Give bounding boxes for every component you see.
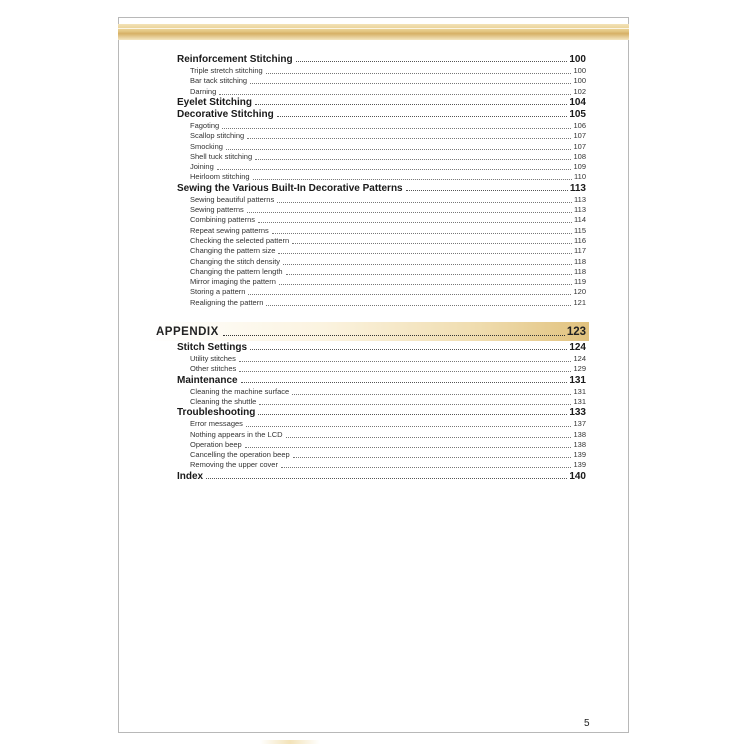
dot-leader — [247, 212, 572, 213]
toc-entry-page: 110 — [574, 172, 586, 182]
toc-section — [177, 342, 586, 353]
appendix-heading — [156, 326, 586, 339]
toc-section — [177, 183, 586, 194]
toc-entry-label: Repeat sewing patterns — [190, 225, 269, 235]
toc-entry-label: Triple stretch stitching — [190, 66, 263, 75]
dot-leader — [255, 159, 571, 160]
toc-entry-label: Scallop stitching — [190, 131, 245, 141]
toc-entry — [190, 257, 586, 267]
toc-entry-label: Sewing patterns — [190, 205, 244, 214]
dot-leader — [239, 371, 571, 372]
toc-entry — [190, 354, 586, 364]
header-gold-band — [118, 24, 629, 40]
toc-entry-label: Shell tuck stitching — [190, 151, 253, 161]
toc-entry — [190, 172, 586, 182]
toc-entry — [190, 162, 586, 172]
toc-entry-label: Joining — [190, 162, 214, 172]
toc-entry-page: 108 — [573, 151, 586, 161]
toc-entry-page: 107 — [573, 131, 586, 141]
dot-leader — [253, 179, 572, 180]
toc-section-page: 104 — [569, 96, 586, 108]
toc-entry-label: Darning — [190, 86, 217, 96]
toc-entry-page: 139 — [573, 460, 586, 470]
toc-entry-label: Bar tack stitching — [190, 76, 248, 86]
toc-section-page: 133 — [569, 407, 586, 419]
dot-leader — [250, 349, 567, 350]
toc-entry — [190, 152, 586, 162]
toc-entry — [190, 215, 586, 225]
dot-leader — [293, 457, 572, 458]
toc-entry-label: Heirloom stitching — [190, 172, 250, 182]
toc-entry — [190, 76, 586, 86]
toc-entry-label: Cleaning the shuttle — [190, 396, 257, 406]
toc-section-label: Maintenance — [177, 374, 238, 386]
toc-entry — [190, 397, 586, 407]
toc-entry — [190, 236, 586, 246]
toc-entry-page: 115 — [574, 225, 586, 235]
toc-entry-label: Changing the pattern size — [190, 246, 276, 256]
dot-leader — [239, 361, 572, 362]
toc-section-page: 140 — [569, 470, 586, 482]
toc-entry-page: 118 — [574, 256, 586, 266]
toc-entry — [190, 287, 586, 297]
toc-section — [177, 97, 586, 108]
toc-entry — [190, 364, 586, 374]
toc-entry-page: 106 — [573, 120, 586, 130]
toc-entry — [190, 277, 586, 287]
dot-leader — [283, 264, 572, 265]
toc-entry-page: 129 — [573, 364, 586, 374]
appendix-page: 123 — [566, 326, 586, 338]
toc-entry-label: Mirror imaging the pattern — [190, 277, 276, 287]
toc-section — [177, 54, 586, 65]
dot-leader — [246, 426, 572, 427]
toc-section — [177, 375, 586, 386]
toc-entry-page: 100 — [573, 76, 586, 86]
dot-leader — [259, 404, 571, 405]
dot-leader — [277, 116, 568, 117]
toc-section-label: Stitch Settings — [177, 342, 248, 353]
dot-leader — [250, 83, 571, 84]
dot-leader — [241, 382, 568, 383]
toc-section-page: 113 — [569, 182, 586, 194]
toc-entry-page: 113 — [574, 205, 586, 214]
toc-entry — [190, 66, 586, 76]
toc-entry — [190, 142, 586, 152]
toc-entry — [190, 387, 586, 397]
toc-entry — [190, 121, 586, 131]
dot-leader — [248, 294, 571, 295]
dot-leader — [286, 274, 572, 275]
toc-entry-label: Error messages — [190, 419, 243, 429]
toc-entry-page: 120 — [573, 287, 586, 297]
dot-leader — [247, 138, 571, 139]
toc-entry — [190, 298, 586, 308]
toc-entry-page: 137 — [573, 419, 586, 429]
dot-leader — [296, 61, 568, 62]
toc-section-label: Troubleshooting — [177, 407, 256, 419]
dot-leader — [217, 169, 572, 170]
dot-leader — [292, 394, 571, 395]
toc-section-label: Index — [177, 470, 204, 482]
toc-entry-label: Checking the selected pattern — [190, 235, 290, 245]
toc-entry-label: Other stitches — [190, 364, 237, 374]
toc-entry — [190, 246, 586, 256]
toc-entry-page: 124 — [573, 354, 586, 363]
toc-entry — [190, 430, 586, 440]
dot-leader — [223, 335, 565, 336]
toc-entry-label: Realigning the pattern — [190, 297, 264, 307]
footer-decoration — [260, 740, 320, 744]
dot-leader — [292, 243, 572, 244]
toc-section — [177, 109, 586, 120]
toc-section — [177, 407, 586, 418]
toc-entry-label: Removing the upper cover — [190, 460, 278, 470]
toc-entry — [190, 205, 586, 215]
dot-leader — [266, 305, 571, 306]
toc-entry-page: 116 — [574, 235, 586, 245]
toc-entry — [190, 131, 586, 141]
toc-section-label: Eyelet Stitching — [177, 96, 253, 108]
dot-leader — [286, 437, 572, 438]
dot-leader — [266, 73, 572, 74]
toc-entry-page: 113 — [574, 194, 586, 204]
toc-entry — [190, 267, 586, 277]
toc-section-page: 131 — [569, 374, 586, 386]
toc-entry-label: Cancelling the operation beep — [190, 450, 290, 460]
toc-section-page: 124 — [569, 342, 586, 353]
toc-entry-label: Cleaning the machine surface — [190, 386, 290, 396]
toc-entry-label: Storing a pattern — [190, 287, 246, 297]
toc-entry-page: 131 — [573, 396, 586, 406]
toc-entry-page: 102 — [573, 86, 586, 96]
toc-entry-label: Combining patterns — [190, 215, 256, 225]
toc-entry-page: 118 — [574, 266, 586, 276]
toc-entry-label: Operation beep — [190, 439, 242, 449]
toc-entry — [190, 450, 586, 460]
dot-leader — [277, 202, 572, 203]
dot-leader — [245, 447, 572, 448]
dot-leader — [258, 414, 567, 415]
toc-entry — [190, 460, 586, 470]
toc-section-page: 105 — [569, 108, 586, 120]
toc-entry-page: 107 — [573, 141, 586, 151]
toc-entry — [190, 195, 586, 205]
toc-entry-label: Nothing appears in the LCD — [190, 429, 283, 439]
toc-entry-label: Smocking — [190, 141, 223, 151]
toc-entry-page: 109 — [573, 162, 586, 172]
toc-entry-page: 119 — [574, 277, 586, 287]
toc-entry-page: 138 — [573, 429, 586, 439]
toc-entry-page: 139 — [573, 450, 586, 460]
toc-entry-label: Changing the pattern length — [190, 266, 283, 276]
toc-section-label: Reinforcement Stitching — [177, 54, 293, 65]
toc-entry-label: Changing the stitch density — [190, 256, 281, 266]
dot-leader — [206, 478, 567, 479]
dot-leader — [278, 253, 572, 254]
page-number: 5 — [584, 718, 590, 729]
toc-entry-page: 114 — [574, 215, 586, 225]
dot-leader — [258, 222, 572, 223]
toc-section-label: Sewing the Various Built-In Decorative Patterns — [177, 182, 403, 194]
dot-leader — [255, 104, 567, 105]
dot-leader — [219, 94, 571, 95]
toc-entry-label: Sewing beautiful patterns — [190, 194, 275, 204]
toc-entry-label: Fagoting — [190, 120, 220, 130]
dot-leader — [406, 190, 568, 191]
toc-section-label: Decorative Stitching — [177, 108, 274, 120]
dot-leader — [281, 467, 572, 468]
appendix-title: APPENDIX — [156, 326, 219, 338]
dot-leader — [272, 233, 572, 234]
toc-entry-page: 121 — [573, 297, 586, 307]
toc-entry-page: 138 — [573, 439, 586, 449]
toc-entry — [190, 419, 586, 429]
toc-entry-label: Utility stitches — [190, 354, 236, 363]
toc-section — [177, 471, 586, 482]
toc-entry — [190, 87, 586, 97]
dot-leader — [226, 149, 572, 150]
toc-entry-page: 100 — [573, 66, 586, 75]
toc-entry — [190, 440, 586, 450]
toc-entry-page: 131 — [573, 386, 586, 396]
toc-section-page: 100 — [569, 54, 586, 65]
dot-leader — [279, 284, 572, 285]
toc-entry — [190, 226, 586, 236]
dot-leader — [222, 128, 571, 129]
toc-entry-page: 117 — [574, 246, 586, 256]
